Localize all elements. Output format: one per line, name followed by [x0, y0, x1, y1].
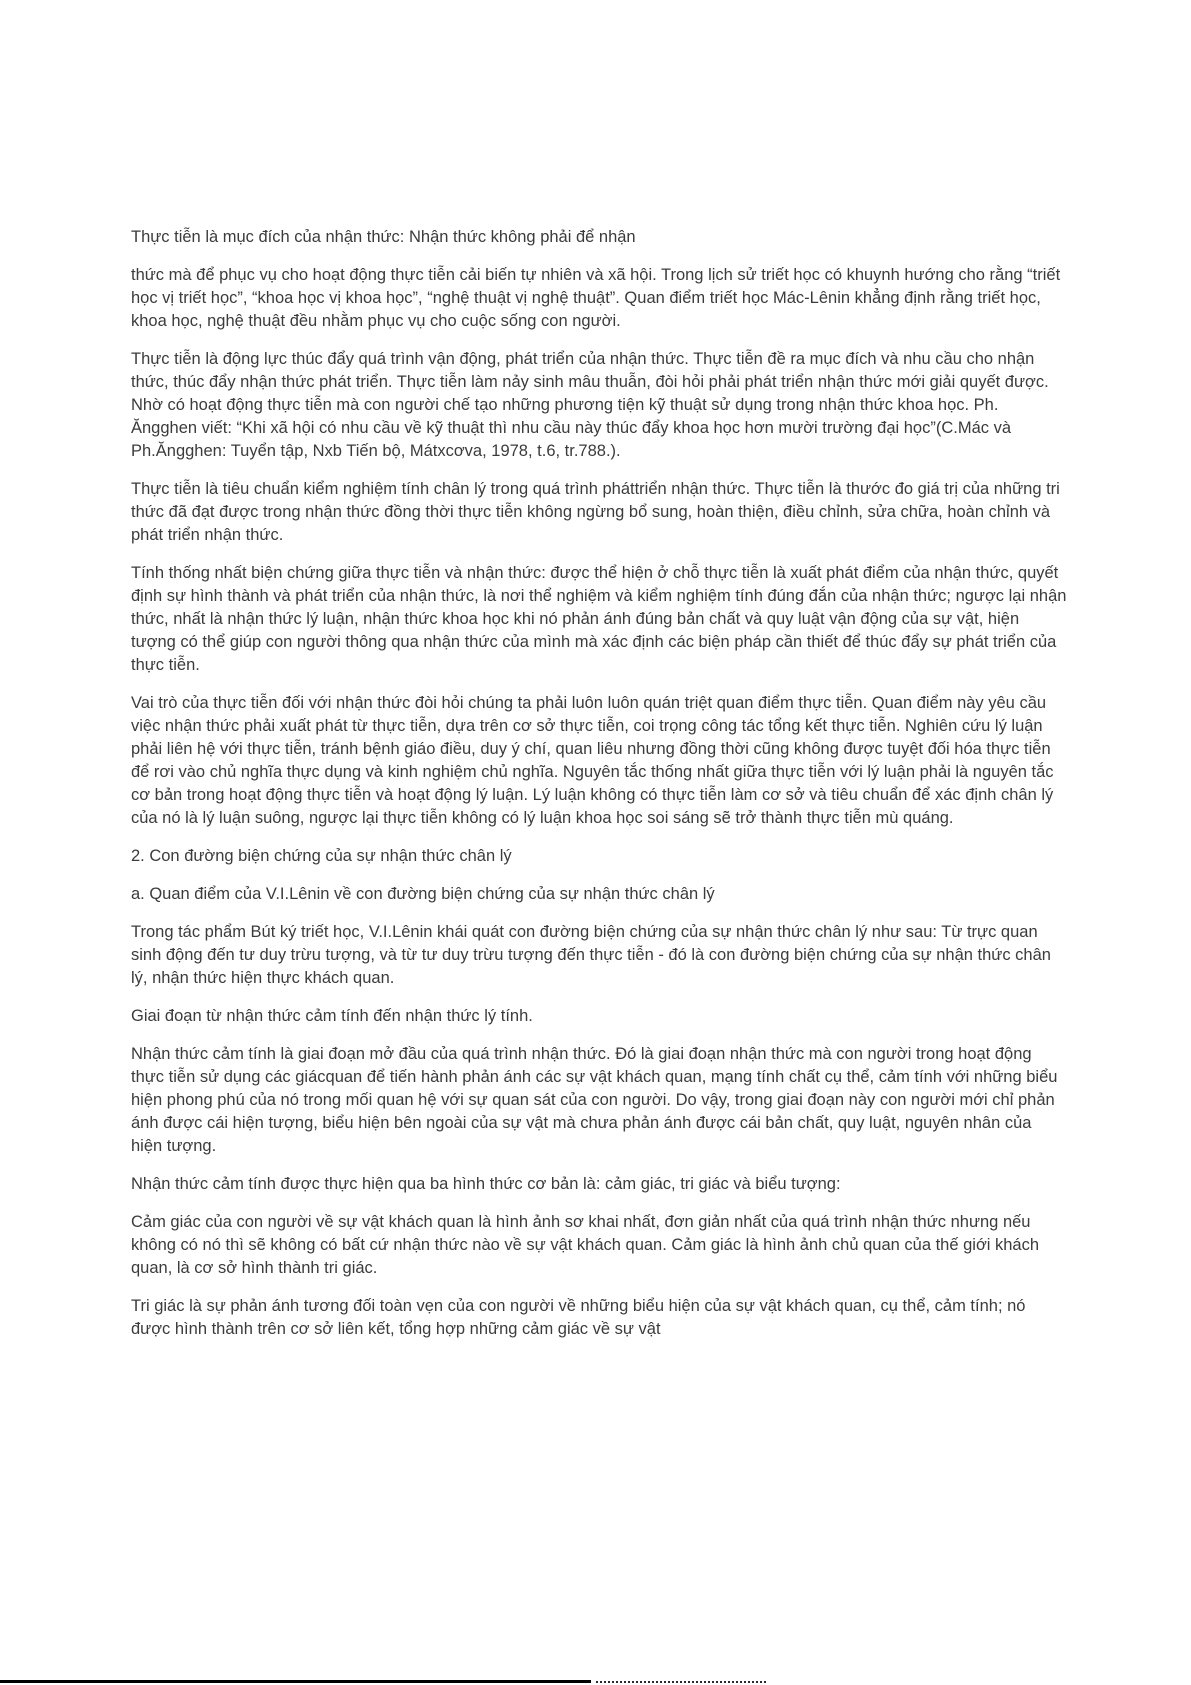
paragraph-three-basic-forms: Nhận thức cảm tính được thực hiện qua ba hình thức cơ bản là: cảm giác, tri giác và biểu tượng:: [131, 1175, 841, 1193]
paragraph-perception: Tri giác là sự phản ánh tương đối toàn vẹn của con người về những biểu hiện của sự vật khách quan, cụ thể, cảm tính; nó được hình thành trên cơ sở liên kết, tổng hợp những cảm giác về sự vật: [131, 1297, 1026, 1338]
bottom-solid-divider: [0, 1680, 591, 1683]
paragraph-dialectical-unity: Tính thống nhất biện chứng giữa thực tiễn và nhận thức: được thể hiện ở chỗ thực tiễn là xuất phát điểm của nhận thức, quyết định sự hình thành và phát triển của nhận thức, là nơi thể nghiệm và kiểm nghiệm tính đúng đắn của nhận thức; ngược lại nhận thức, nhất là nhận thức lý luận, nhận thức khoa học khi nó phản ánh đúng bản chất và quy luật vận động của sự vật, hiện tượng có thể giúp con người thông qua nhận thức của mình mà xác định các biện pháp cần thiết để thúc đẩy sự phát triển của thực tiễn.: [131, 564, 1067, 674]
bottom-dotted-divider: [596, 1681, 766, 1683]
paragraph-practice-truth-criterion: Thực tiễn là tiêu chuẩn kiểm nghiệm tính chân lý trong quá trình pháttriển nhận thức. Thực tiễn là thước đo giá trị của những tri thức đã đạt được trong nhận thức đồng thời thực tiễn không ngừng bổ sung, hoàn thiện, điều chỉnh, sửa chữa, hoàn chỉnh và phát triển nhận thức.: [131, 480, 1060, 544]
paragraph-intro-line: Thực tiễn là mục đích của nhận thức: Nhận thức không phải để nhận: [131, 228, 636, 246]
paragraph-sensation: Cảm giác của con người về sự vật khách quan là hình ảnh sơ khai nhất, đơn giản nhất của quá trình nhận thức nhưng nếu không có nó thì sẽ không có bất cứ nhận thức nào về sự vật khách quan. Cảm giác là hình ảnh chủ quan của thế giới khách quan, là cơ sở hình thành tri giác.: [131, 1213, 1040, 1277]
paragraph-practice-driving-force: Thực tiễn là động lực thúc đẩy quá trình vận động, phát triển của nhận thức. Thực tiễn đề ra mục đích và nhu cầu cho nhận thức, thúc đẩy nhận thức phát triển. Thực tiễn làm nảy sinh mâu thuẫn, đòi hỏi phải phát triển nhận thức mới giải quyết được. Nhờ có hoạt động thực tiễn mà con người chế tạo những phương tiện kỹ thuật sử dụng trong nhận thức khoa học. Ph. Ăngghen viết: “Khi xã hội có nhu cầu về kỹ thuật thì nhu cầu này thúc đẩy khoa học hơn mười trường đại học”(C.Mác và Ph.Ăngghen: Tuyển tập, Nxb Tiến bộ, Mátxcơva, 1978, t.6, tr.788.).: [131, 350, 1049, 460]
paragraph-lenin-dialectical-path: Trong tác phẩm Bút ký triết học, V.I.Lênin khái quát con đường biện chứng của sự nhận thức chân lý như sau: Từ trực quan sinh động đến tư duy trừu tượng, và từ tư duy trừu tượng đến thực tiễn - đó là con đường biện chứng của sự nhận thức chân lý, nhận thức hiện thực khách quan.: [131, 923, 1051, 987]
paragraph-sensory-cognition: Nhận thức cảm tính là giai đoạn mở đầu của quá trình nhận thức. Đó là giai đoạn nhận thức mà con người trong hoạt động thực tiễn sử dụng các giácquan để tiến hành phản ánh các sự vật khách quan, mạng tính chất cụ thể, cảm tính với những biểu hiện phong phú của nó trong mối quan hệ với sự quan sát của con người. Do vậy, trong giai đoạn này con người mới chỉ phản ánh được cái hiện tượng, biểu hiện bên ngoài của sự vật mà chưa phản ánh được cái bản chất, quy luật, nguyên nhân của hiện tượng.: [131, 1045, 1058, 1155]
document-body: [131, 226, 1067, 1356]
heading-section-2: 2. Con đường biện chứng của sự nhận thức chân lý: [131, 847, 512, 865]
paragraph-purpose-of-cognition: thức mà để phục vụ cho hoạt động thực tiễn cải biến tự nhiên và xã hội. Trong lịch sử triết học có khuynh hướng cho rằng “triết học vị triết học”, “khoa học vị khoa học”, “nghệ thuật vị nghệ thuật”. Quan điểm triết học Mác-Lênin khẳng định rằng triết học, khoa học, nghệ thuật đều nhằm phục vụ cho cuộc sống con người.: [131, 266, 1061, 330]
heading-subsection-a: a. Quan điểm của V.I.Lênin về con đường biện chứng của sự nhận thức chân lý: [131, 885, 715, 903]
paragraph-role-of-practice: Vai trò của thực tiễn đối với nhận thức đòi hỏi chúng ta phải luôn luôn quán triệt quan điểm thực tiễn. Quan điểm này yêu cầu việc nhận thức phải xuất phát từ thực tiễn, dựa trên cơ sở thực tiễn, coi trọng công tác tổng kết thực tiễn. Nghiên cứu lý luận phải liên hệ với thực tiễn, tránh bệnh giáo điều, duy ý chí, quan liêu nhưng đồng thời cũng không được tuyệt đối hóa thực tiễn để rơi vào chủ nghĩa thực dụng và kinh nghiệm chủ nghĩa. Nguyên tắc thống nhất giữa thực tiễn với lý luận phải là nguyên tắc cơ bản trong hoạt động thực tiễn và hoạt động lý luận. Lý luận không có thực tiễn làm cơ sở và tiêu chuẩn để xác định chân lý của nó là lý luận suông, ngược lại thực tiễn không có lý luận khoa học soi sáng sẽ trở thành thực tiễn mù quáng.: [131, 694, 1054, 827]
paragraph-stage-sensory-to-rational: Giai đoạn từ nhận thức cảm tính đến nhận thức lý tính.: [131, 1007, 533, 1025]
